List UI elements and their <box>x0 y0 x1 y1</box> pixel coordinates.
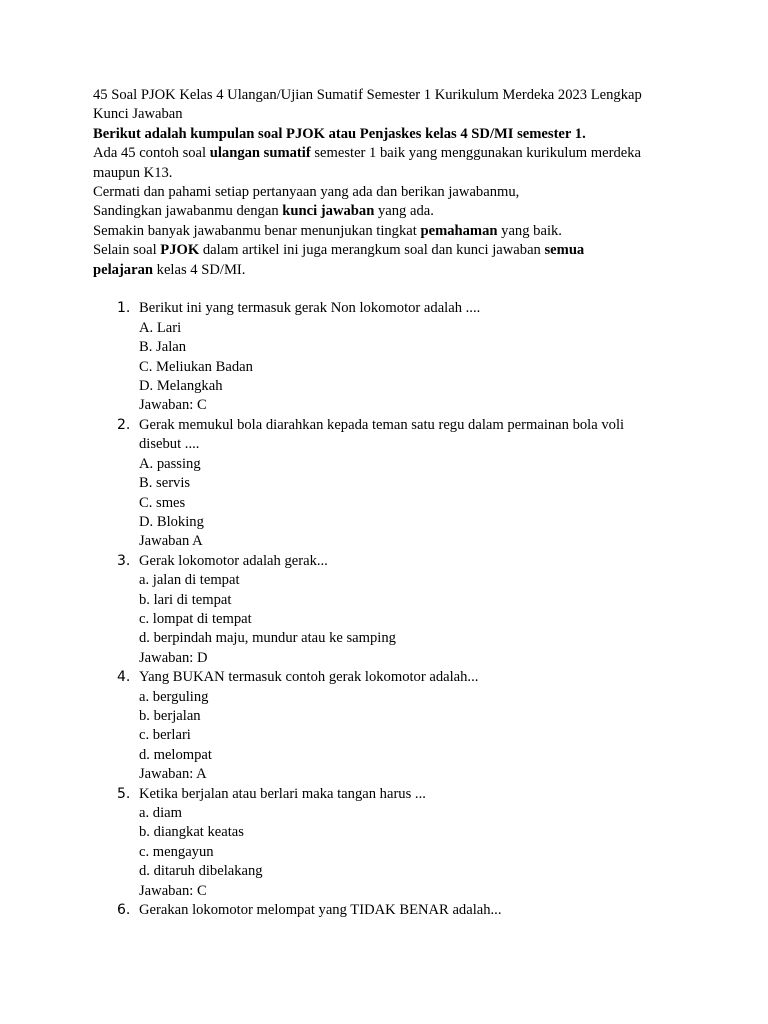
intro-paragraph-5-line-2 <box>93 261 693 280</box>
intro-paragraph-1-line-2: maupun K13. <box>93 164 173 181</box>
p3-text-c: yang ada. <box>374 203 434 220</box>
p4-bold: pemahaman <box>420 222 498 239</box>
question-text: Yang BUKAN termasuk contoh gerak lokomotor adalah... <box>139 669 479 686</box>
question-item <box>93 299 693 415</box>
p1-bold: ulangan sumatif <box>209 145 311 162</box>
question-text: disebut .... <box>139 436 200 453</box>
document-title-line-1: 45 Soal PJOK Kelas 4 Ulangan/Ujian Sumatif Semester 1 Kurikulum Merdeka 2023 Lengkap <box>93 87 642 103</box>
answer-option: a. jalan di tempat <box>139 572 240 589</box>
answer-key: Jawaban: D <box>139 649 208 666</box>
bold-heading-text: Berikut adalah kumpulan soal PJOK atau Penjaskes kelas 4 SD/MI semester 1. <box>93 125 586 142</box>
answer-option: B. Jalan <box>139 339 187 356</box>
answer-key: Jawaban: C <box>139 882 207 899</box>
answer-option: C. smes <box>139 494 186 511</box>
question-number: 1. <box>117 300 131 317</box>
intro-paragraph-4 <box>93 222 693 241</box>
question-list <box>93 299 693 920</box>
bold-heading <box>93 125 693 144</box>
answer-option: B. servis <box>139 475 191 492</box>
answer-key: Jawaban: A <box>139 766 207 783</box>
intro-section <box>93 86 693 280</box>
p4-text-a: Semakin banyak jawabanmu benar menunjukan tingkat <box>93 222 421 239</box>
answer-option: d. berpindah maju, mundur atau ke samping <box>139 630 396 647</box>
question-number: 3. <box>117 552 131 569</box>
p5-bold-3: pelajaran <box>93 261 153 278</box>
question-text: Ketika berjalan atau berlari maka tangan harus ... <box>139 785 426 802</box>
p5-text-c: dalam artikel ini juga merangkum soal dan kunci jawaban <box>199 242 545 259</box>
paragraph-spacer <box>93 280 693 299</box>
question-text: Gerakan lokomotor melompat yang TIDAK BENAR adalah... <box>139 902 502 919</box>
answer-option: b. berjalan <box>139 707 201 724</box>
document-title-line-2: Kunci Jawaban <box>93 106 183 123</box>
answer-option: A. passing <box>139 455 201 472</box>
intro-paragraph-5-line-1 <box>93 241 693 260</box>
question-number: 5. <box>117 785 131 802</box>
p1-text-a: Ada 45 contoh soal <box>93 145 210 162</box>
p3-text-a: Sandingkan jawabanmu dengan <box>93 203 283 220</box>
answer-option: C. Meliukan Badan <box>139 358 253 375</box>
answer-option: a. diam <box>139 805 182 822</box>
answer-option: c. berlari <box>139 727 191 744</box>
answer-option: d. ditaruh dibelakang <box>139 863 263 880</box>
question-number: 4. <box>117 669 131 686</box>
p5-text-f: kelas 4 SD/MI. <box>153 261 246 278</box>
answer-key: Jawaban: C <box>139 397 207 414</box>
answer-option: A. Lari <box>139 319 182 336</box>
answer-option: b. lari di tempat <box>139 591 232 608</box>
question-text: Gerak memukul bola diarahkan kepada teman satu regu dalam permainan bola voli <box>139 416 625 433</box>
intro-paragraph-3 <box>93 202 693 221</box>
answer-option: a. berguling <box>139 688 209 705</box>
question-number: 2. <box>117 416 131 433</box>
answer-option: c. lompat di tempat <box>139 610 252 627</box>
answer-key: Jawaban A <box>139 533 203 550</box>
question-item <box>93 901 693 920</box>
document-page <box>93 86 693 920</box>
question-text: Berikut ini yang termasuk gerak Non lokomotor adalah .... <box>139 300 481 317</box>
p5-bold-1: PJOK <box>160 242 200 259</box>
intro-paragraph-2: Cermati dan pahami setiap pertanyaan yang ada dan berikan jawabanmu, <box>93 184 520 201</box>
question-item <box>93 785 693 901</box>
answer-option: c. mengayun <box>139 843 214 860</box>
answer-option: D. Bloking <box>139 513 204 530</box>
answer-option: d. melompat <box>139 746 212 763</box>
p5-bold-2: semua <box>544 242 585 259</box>
question-item <box>93 668 693 784</box>
question-item <box>93 552 693 668</box>
p4-text-c: yang baik. <box>497 222 562 239</box>
answer-option: b. diangkat keatas <box>139 824 244 841</box>
question-item <box>93 416 693 552</box>
p1-text-c: semester 1 baik yang menggunakan kurikulum merdeka <box>310 145 641 162</box>
answer-option: D. Melangkah <box>139 378 223 395</box>
intro-paragraph-1-line-1 <box>93 144 693 163</box>
question-text: Gerak lokomotor adalah gerak... <box>139 552 328 569</box>
p3-bold: kunci jawaban <box>282 203 375 220</box>
p5-text-a: Selain soal <box>93 242 161 259</box>
question-number: 6. <box>117 902 131 919</box>
